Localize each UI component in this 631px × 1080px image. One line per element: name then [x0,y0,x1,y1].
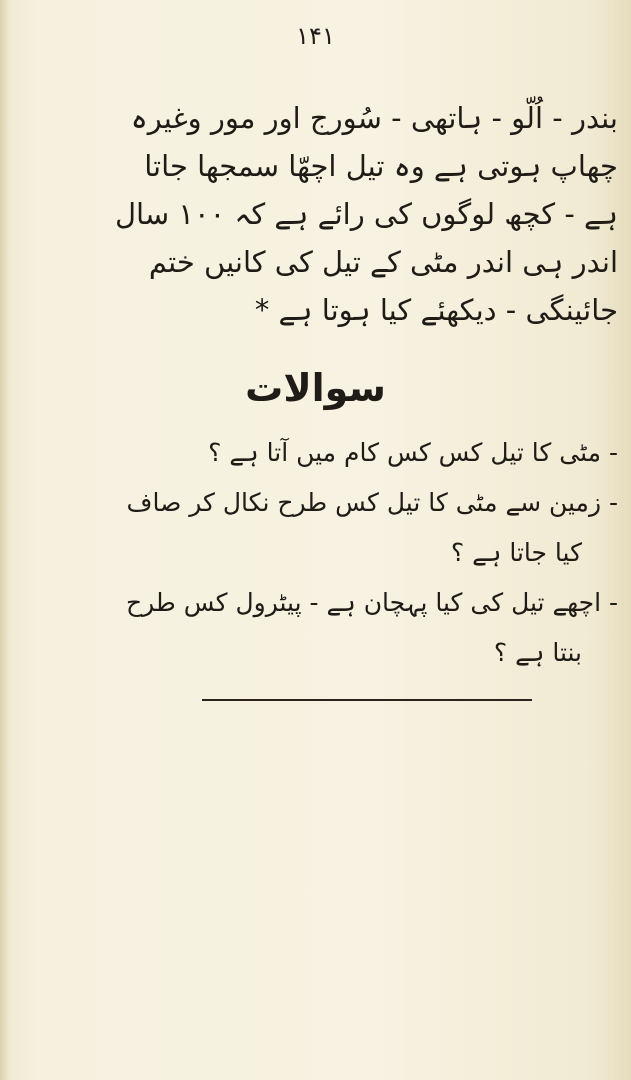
question-item [70,478,618,578]
question-item [70,578,618,678]
paragraph [70,94,618,334]
paragraph-line: بندر - اُلّو - ہاتھی - سُورج اور مور وغیرہ [130,101,618,135]
question-line-continued: بنتا ہے ؟ [493,638,582,667]
section-title: سوالات [245,366,386,410]
question-line: - مٹی کا تیل کس کس کام میں آتا ہے ؟ [208,438,618,467]
page-edge-shadow [0,0,10,1080]
paragraph-line: جائینگی - دیکھئے کیا ہوتا ہے * [254,293,618,327]
question-line: - اچھے تیل کی کیا پہچان ہے - پیٹرول کس طرح [125,588,618,617]
paragraph-line: چھاپ ہوتی ہے وہ تیل اچھّا سمجھا جاتا [144,149,618,183]
paragraph-line: اندر ہی اندر مٹی کے تیل کی کانیں ختم [148,245,618,279]
question-line-continued: کیا جاتا ہے ؟ [450,538,582,567]
question-line: - زمین سے مٹی کا تیل کس طرح نکال کر صاف [126,488,618,517]
questions-list [70,428,618,678]
page-number: ۱۴۱ [296,22,335,50]
paragraph-line: ہے - کچھ لوگوں کی رائے ہے کہ ۱۰۰ سال [114,197,618,231]
question-item [70,428,618,478]
horizontal-rule [202,699,532,701]
